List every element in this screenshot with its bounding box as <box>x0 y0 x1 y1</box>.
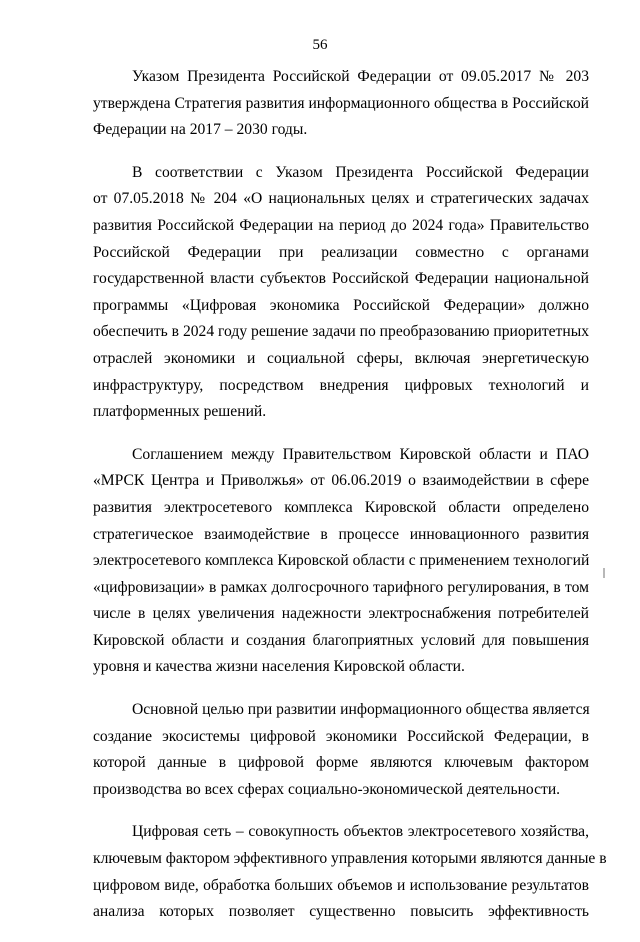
text-line: цифровом виде, обработка больших объемов и использование результатов <box>93 876 589 894</box>
scan-artifact-mark <box>603 568 605 578</box>
text-line: «цифровизации» в рамках долгосрочного тарифного регулирования, в том <box>93 578 589 596</box>
paragraph-strategy <box>93 64 589 144</box>
paragraph-digital-network <box>93 819 607 925</box>
text-line: анализа которых позволяет существенно повысить эффективность <box>93 903 589 921</box>
text-line: В соответствии с Указом Президента Российской Федерации <box>132 163 589 181</box>
text-line: Цифровая сеть – совокупность объектов электросетевого хозяйства, <box>132 823 589 841</box>
text-line: Российской Федерации при реализации совместно с органами <box>93 243 589 261</box>
text-line: Кировской области и создания благоприятных условий для повышения <box>93 631 589 649</box>
text-line: Основной целью при развитии информационного общества является <box>132 701 590 719</box>
text-line: «МРСК Центра и Приволжья» от 06.06.2019 о взаимодействии в сфере <box>93 472 589 490</box>
paragraph-goal <box>93 697 589 803</box>
text-line: программы «Цифровая экономика Российской Федерации» должно <box>93 296 589 314</box>
document-body <box>93 64 607 942</box>
page-number: 56 <box>312 37 328 53</box>
text-line: платформенных решений. <box>93 403 267 421</box>
text-line: создание экосистемы цифровой экономики Российской Федерации, в <box>93 727 589 745</box>
text-line: числе в целях увеличения надежности электроснабжения потребителей <box>93 605 589 623</box>
text-line: Указом Президента Российской Федерации от 09.05.2017 № 203 <box>132 68 589 85</box>
text-line: производства во всех сферах социально-экономической деятельности. <box>93 780 561 798</box>
text-line: электросетевого комплекса Кировской области с применением технологий <box>93 552 590 570</box>
text-line: государственной власти субъектов Российской Федерации национальной <box>93 270 589 288</box>
paragraph-decree <box>93 160 589 426</box>
paragraph-agreement <box>93 442 589 681</box>
text-line: развития электросетевого комплекса Кировской области определено <box>93 498 589 516</box>
text-line: которой данные в цифровой форме являются ключевым фактором <box>93 754 589 772</box>
text-line: стратегическое взаимодействие в процессе инновационного развития <box>93 525 589 543</box>
text-line: обеспечить в 2024 году решение задачи по преобразованию приоритетных <box>93 323 589 341</box>
text-line: ключевым фактором эффективного управления которыми являются данные в <box>93 850 607 868</box>
text-line: Соглашением между Правительством Кировской области и ПАО <box>132 445 589 463</box>
text-line: уровня и качества жизни населения Кировской области. <box>93 658 465 676</box>
text-line: отраслей экономики и социальной сферы, включая энергетическую <box>93 349 589 367</box>
text-line: утверждена Стратегия развития информационного общества в Российской <box>93 94 589 112</box>
text-line: Федерации на 2017 – 2030 годы. <box>93 121 308 139</box>
text-line: инфраструктуру, посредством внедрения цифровых технологий и <box>93 376 589 394</box>
text-line: развития Российской Федерации на период до 2024 года» Правительство <box>93 216 589 234</box>
text-line: от 07.05.2018 № 204 «О национальных целях и стратегических задачах <box>93 190 589 208</box>
